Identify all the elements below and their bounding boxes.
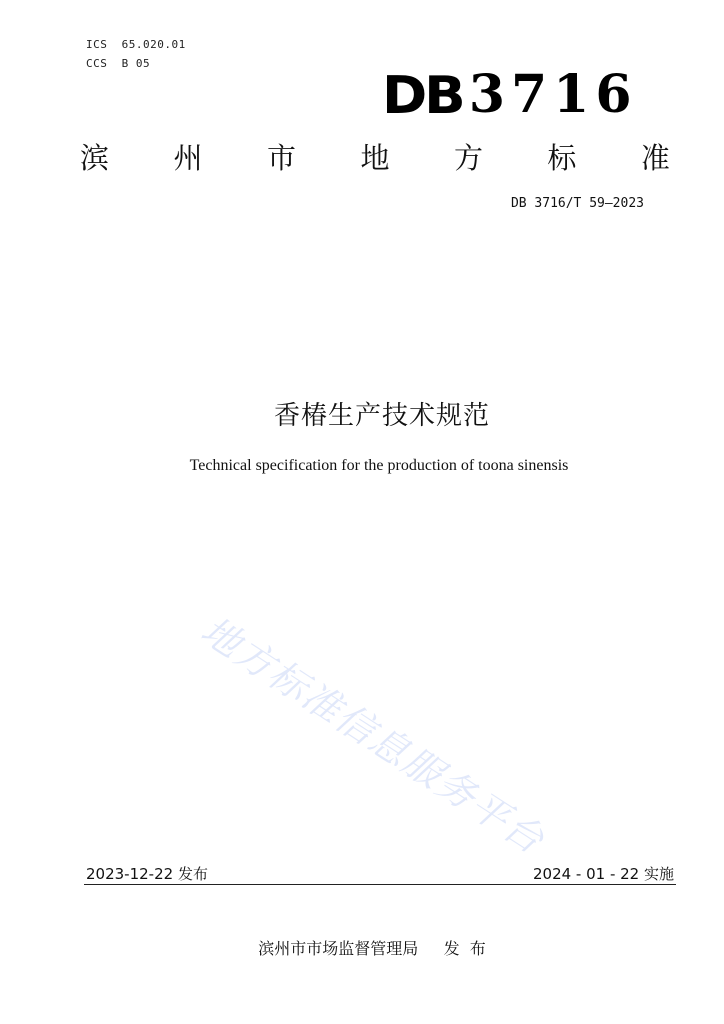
standard-type-char: 方 [453,141,483,175]
standard-type-char: 滨 [80,141,110,175]
standard-type-heading [80,140,670,176]
effective-date: 2024 - 01 - 22 实施 [532,865,674,883]
ccs-code: CCS B 05 [86,57,151,70]
document-title-chinese: 香椿生产技术规范 [273,401,490,431]
db-mark: DB [382,66,463,126]
standard-type-char: 州 [173,141,203,175]
db-standard-logo [382,64,638,126]
standard-type-char: 标 [547,141,577,175]
standard-type-char: 准 [640,141,670,175]
db-region-number: 3716 [468,64,638,125]
issue-date: 2023-12-22 发布 [86,865,208,883]
document-title-english: Technical specification for the production of toona sinensis [189,457,569,474]
standard-type-char: 市 [266,141,296,175]
document-number: DB 3716/T 59—2023 [510,196,644,211]
divider-line [84,884,676,885]
standard-type-char: 地 [360,141,390,175]
ics-code: ICS 65.020.01 [86,38,186,51]
publisher: 滨州市市场监督管理局 发 布 [258,939,486,958]
watermark: 地方标准信息服务平台 [193,608,553,863]
